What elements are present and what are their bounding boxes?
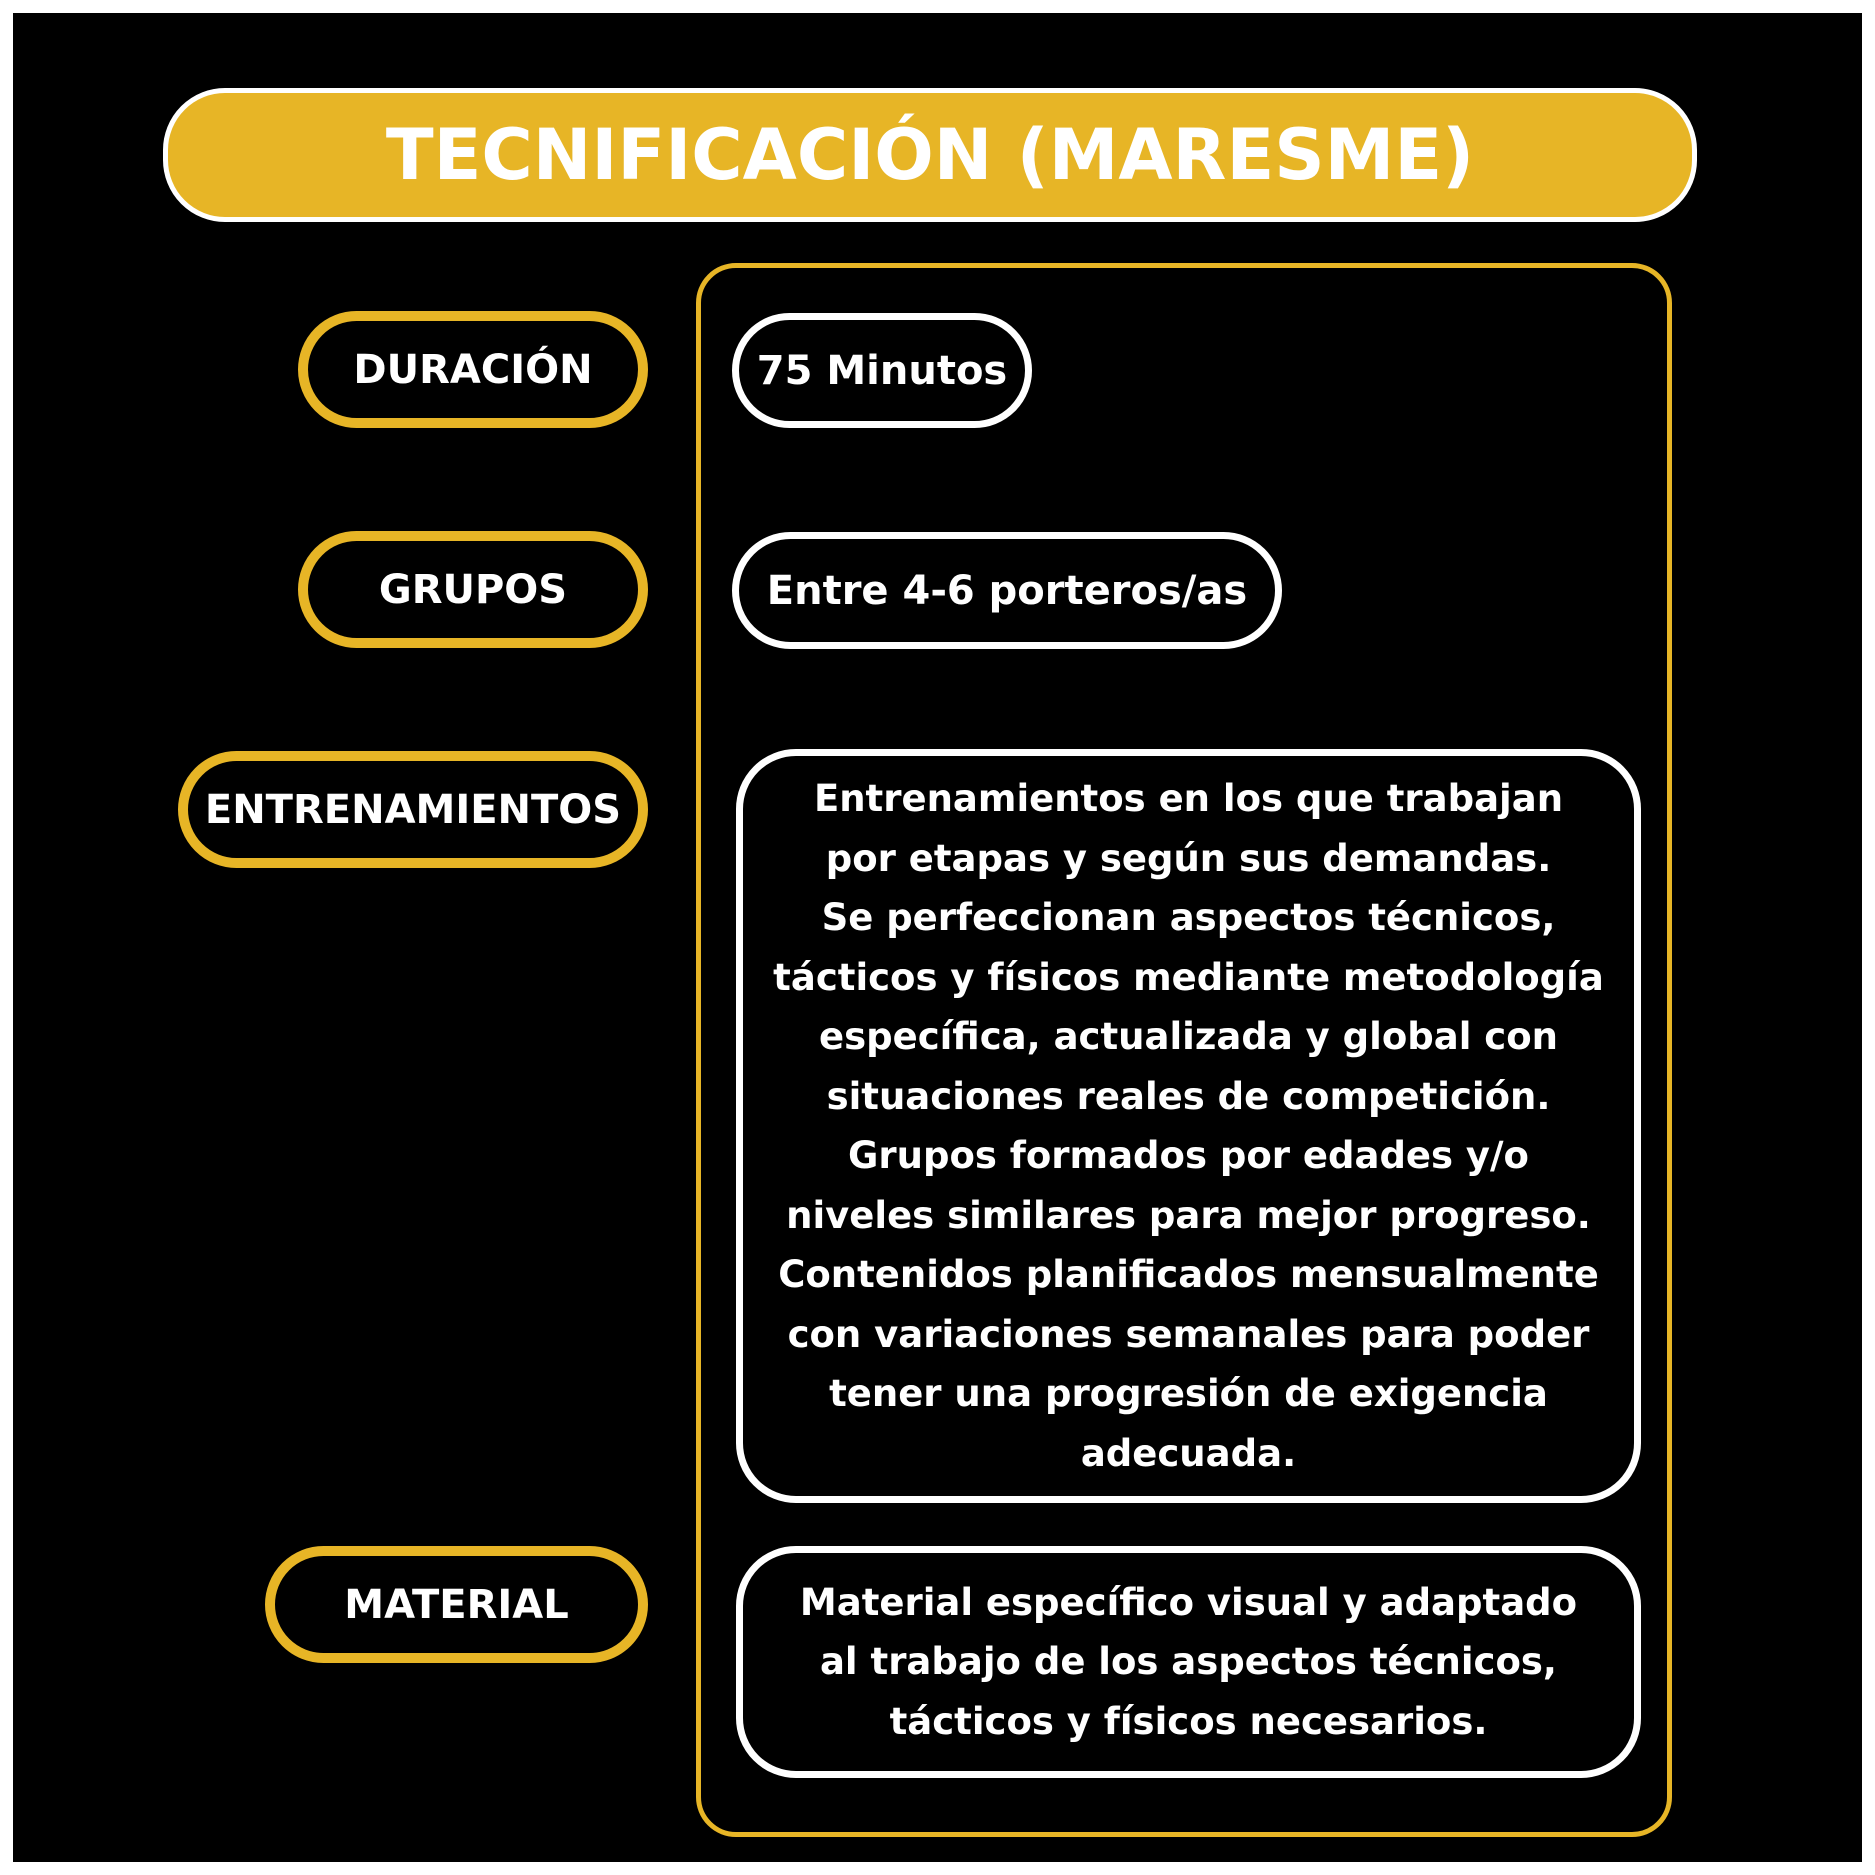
value-line: tácticos y físicos necesarios.	[889, 1699, 1488, 1743]
label-entrenamientos	[178, 751, 648, 868]
label-entrenamientos-text: ENTRENAMIENTOS	[204, 786, 622, 833]
value-entrenamientos	[736, 749, 1641, 1503]
value-line: con variaciones semanales para poder	[787, 1312, 1590, 1356]
value-grupos-text: Entre 4-6 porteros/as	[766, 567, 1248, 614]
label-material-text: MATERIAL	[344, 1581, 569, 1628]
label-duracion	[298, 311, 648, 428]
label-duracion-text: DURACIÓN	[353, 346, 593, 393]
value-line: situaciones reales de competición.	[826, 1074, 1551, 1118]
value-line: por etapas y según sus demandas.	[825, 836, 1552, 880]
page-title: TECNIFICACIÓN (MARESME)	[385, 114, 1475, 196]
value-line: Se perfeccionan aspectos técnicos,	[821, 896, 1556, 939]
title-banner	[163, 88, 1697, 222]
value-line: al trabajo de los aspectos técnicos,	[819, 1640, 1557, 1684]
value-line: tener una progresión de exigencia	[829, 1372, 1548, 1415]
value-duracion-text: 75 Minutos	[756, 347, 1008, 394]
value-entrenamientos-text	[773, 769, 1604, 1483]
value-line: adecuada.	[1080, 1431, 1297, 1475]
value-line: Entrenamientos en los que trabajan	[813, 777, 1564, 820]
value-line: Material específico visual y adaptado	[799, 1580, 1578, 1624]
label-material	[265, 1546, 648, 1663]
value-line: tácticos y físicos mediante metodología	[773, 955, 1604, 999]
poster	[13, 13, 1862, 1862]
value-line: niveles similares para mejor progreso.	[786, 1193, 1591, 1237]
value-material	[736, 1546, 1641, 1778]
value-material-text	[800, 1573, 1577, 1752]
value-line: Grupos formados por edades y/o	[848, 1134, 1529, 1177]
value-duracion	[732, 313, 1032, 428]
value-line: Contenidos planificados mensualmente	[778, 1253, 1599, 1296]
label-grupos	[298, 531, 648, 648]
value-line: específica, actualizada y global con	[819, 1015, 1558, 1058]
value-grupos	[732, 532, 1282, 649]
label-grupos-text: GRUPOS	[378, 566, 568, 613]
